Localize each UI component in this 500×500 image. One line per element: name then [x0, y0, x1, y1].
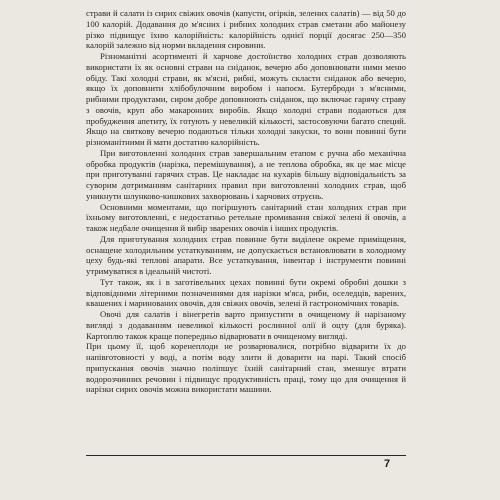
paragraph: При цьому її, щоб коренеплоди не розварювалися, потрібно відварити їх до напівготовності у воді, а потім воду злити й доварити на парі. Такий спосіб припускання овочів значно поліпшує їхній санітарний стан, зменшує втрати водорозчинних речовин і підвищує продуктивність праці, тому що для очищення й нарізки сирих овочів можна використати машини.	[86, 341, 406, 395]
paragraph: Для приготування холодних страв повинне бути виділене окреме приміщення, оснащене холодильним устаткуванням, не допускається встановлювати в холодному цеху будь-які теплові апарати. Все устаткування, інвентар і інструменти повинні утримуватися в ідеальній чистоті.	[86, 233, 406, 276]
page-number: 7	[384, 458, 391, 470]
paragraph: Основними моментами, що погіршують санітарний стан холодних страв при їхньому виготовленні, є недостатньо ретельне промивання свіжої зелені й овочів, а також недбале очищення й вибір зварених овочів і інших продуктів.	[86, 201, 406, 233]
paragraph: Овочі для салатів і вінегретів варто припустити в очищеному й нарізаному вигляді з додаванням невеликої кількості рослинної олії й оцту (для буряка). Картоплю також краще попередньо відварювати в очищеному вигляді.	[86, 309, 406, 341]
paragraph: страви й салати із сирих свіжих овочів (капусти, огірків, зелених салатів) — від 50 до 100 калорій. Додавання до м'ясних і рибних холодних страв сметани або майонезу різко підвищує їхню калорійність: калорійність однієї порції досягає 250—350 калорій залежно від норми вкладення сировини.	[86, 8, 406, 51]
paragraph: Різноманітні асортименті й харчове достоїнство холодних страв дозволяють використати їх як основні страви на сніданок, вечерю або доповнювати ними меню обіду. Такі холодні страви, як м'ясні, рибні, можуть скласти сніданок або вечерю, якщо їх доповнити хлібобулочним виробом і напоєм. Бутерброди з м'ясними, рибними продуктами, сиром добре доповнюють сніданок, що включає гарячу страву з овочів, круп або макаронних виробів. Якщо холодні страви подаються для пробудження апетиту, їх готують у невеликій кількості, застосовуючи багато специй. Якщо на святкову вечерю подаються тільки холодні закуски, то вони повинні бути різноманітними й мати достатню калорійність.	[86, 51, 406, 147]
footer-rule	[86, 455, 406, 456]
body-text	[86, 8, 406, 395]
paragraph: Тут також, як і в заготівельних цехах повинні бути окремі обробні дошки з відповідними літерними позначеннями для нарізки м'яса, риби, оселедців, варених, квашених і маринованих овочів, для свіжих овочів, зелені й гастрономічних товарів.	[86, 276, 406, 309]
paragraph: При виготовленні холодних страв завершальним етапом є ручна або механічна обробка продуктів (нарізка, перемішування), а не теплова обробка, як це має місце при приготуванні гарячих страв. Це накладає на кухарів більшу відповідальність за суворим дотриманням санітарних правил при виготовленні холодних страв, щоб уникнути шлунково-кишкових захворювань і харчових отруєнь.	[86, 147, 406, 201]
